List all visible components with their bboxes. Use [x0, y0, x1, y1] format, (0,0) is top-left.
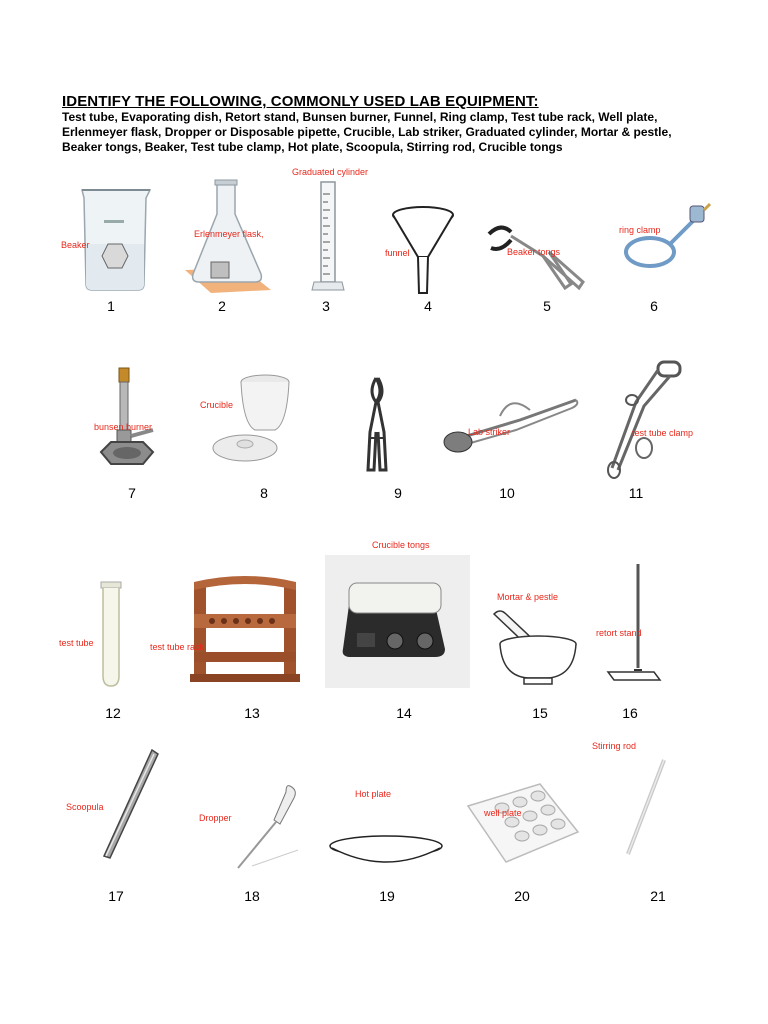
item-number-18: 18 — [244, 888, 260, 904]
item-label-4: funnel — [385, 248, 410, 258]
item-number-8: 8 — [260, 485, 268, 501]
item-number-16: 16 — [622, 705, 638, 721]
item-label-18: Dropper — [199, 813, 232, 823]
lab-striker-icon — [440, 380, 580, 460]
hot-plate-photo-icon — [325, 555, 470, 688]
item-number-7: 7 — [128, 485, 136, 501]
item-number-9: 9 — [394, 485, 402, 501]
worksheet-title: IDENTIFY THE FOLLOWING, COMMONLY USED LAB EQUIPMENT: — [62, 93, 539, 110]
item-label-19: Hot plate — [355, 789, 392, 799]
item-label-11: test tube clamp — [632, 428, 694, 438]
item-label-12: test tube — [59, 638, 94, 648]
item-label-21: Stirring rod — [592, 741, 637, 751]
beaker-tongs-icon — [483, 218, 593, 296]
item-label-13: test tube rack — [150, 642, 205, 652]
stirring-rod-icon — [620, 756, 670, 860]
crucible-icon — [205, 370, 305, 470]
item-number-13: 13 — [244, 705, 260, 721]
dropper-icon — [232, 780, 302, 872]
item-label-14: Crucible tongs — [372, 540, 430, 550]
tongs-icon — [360, 376, 400, 476]
item-number-17: 17 — [108, 888, 124, 904]
item-number-4: 4 — [424, 298, 432, 314]
item-number-15: 15 — [532, 705, 548, 721]
item-label-8: Crucible — [200, 400, 234, 410]
graduated-cylinder-icon — [308, 180, 348, 296]
ring-clamp-icon — [622, 200, 712, 276]
item-number-2: 2 — [218, 298, 226, 314]
test-tube-rack-icon — [186, 574, 306, 690]
item-number-12: 12 — [105, 705, 121, 721]
test-tube-icon — [97, 580, 127, 690]
item-label-16: retort stand — [596, 628, 642, 638]
item-number-21: 21 — [650, 888, 666, 904]
item-number-19: 19 — [379, 888, 395, 904]
item-number-11: 11 — [628, 485, 644, 501]
item-number-1: 1 — [107, 298, 115, 314]
item-number-6: 6 — [650, 298, 658, 314]
item-label-2: Erlenmeyer flask, — [194, 229, 264, 239]
retort-stand-icon — [604, 562, 664, 688]
evaporating-dish-icon — [328, 832, 444, 872]
scoopula-icon — [96, 746, 160, 866]
item-label-3: Graduated cylinder — [292, 167, 369, 177]
equipment-word-list — [62, 110, 752, 155]
item-label-10: Lab striker — [468, 427, 511, 437]
item-label-15: Mortar & pestle — [497, 592, 559, 602]
word-list-line: Test tube, Evaporating dish, Retort stand, Bunsen burner, Funnel, Ring clamp, Test tube rack, Well plate, — [62, 110, 658, 124]
item-label-7: bunsen burner — [94, 422, 153, 432]
item-label-1: Beaker — [61, 240, 90, 250]
well-plate-icon — [462, 778, 582, 868]
item-number-5: 5 — [543, 298, 551, 314]
item-label-20: well plate — [484, 808, 522, 818]
item-label-6: ring clamp — [619, 225, 661, 235]
mortar-pestle-icon — [490, 606, 580, 688]
item-number-20: 20 — [514, 888, 530, 904]
test-tube-clamp-icon — [596, 358, 692, 482]
word-list-line: Erlenmeyer flask, Dropper or Disposable pipette, Crucible, Lab striker, Graduated cylinder, Mortar & pestle, — [62, 125, 672, 139]
item-label-5: Beaker tongs — [507, 247, 561, 257]
item-number-14: 14 — [396, 705, 412, 721]
bunsen-burner-icon — [95, 366, 165, 470]
word-list-line: Beaker tongs, Beaker, Test tube clamp, Hot plate, Scoopula, Stirring rod, Crucible tongs — [62, 140, 563, 154]
item-label-17: Scoopula — [66, 802, 104, 812]
item-number-10: 10 — [499, 485, 515, 501]
item-number-3: 3 — [322, 298, 330, 314]
